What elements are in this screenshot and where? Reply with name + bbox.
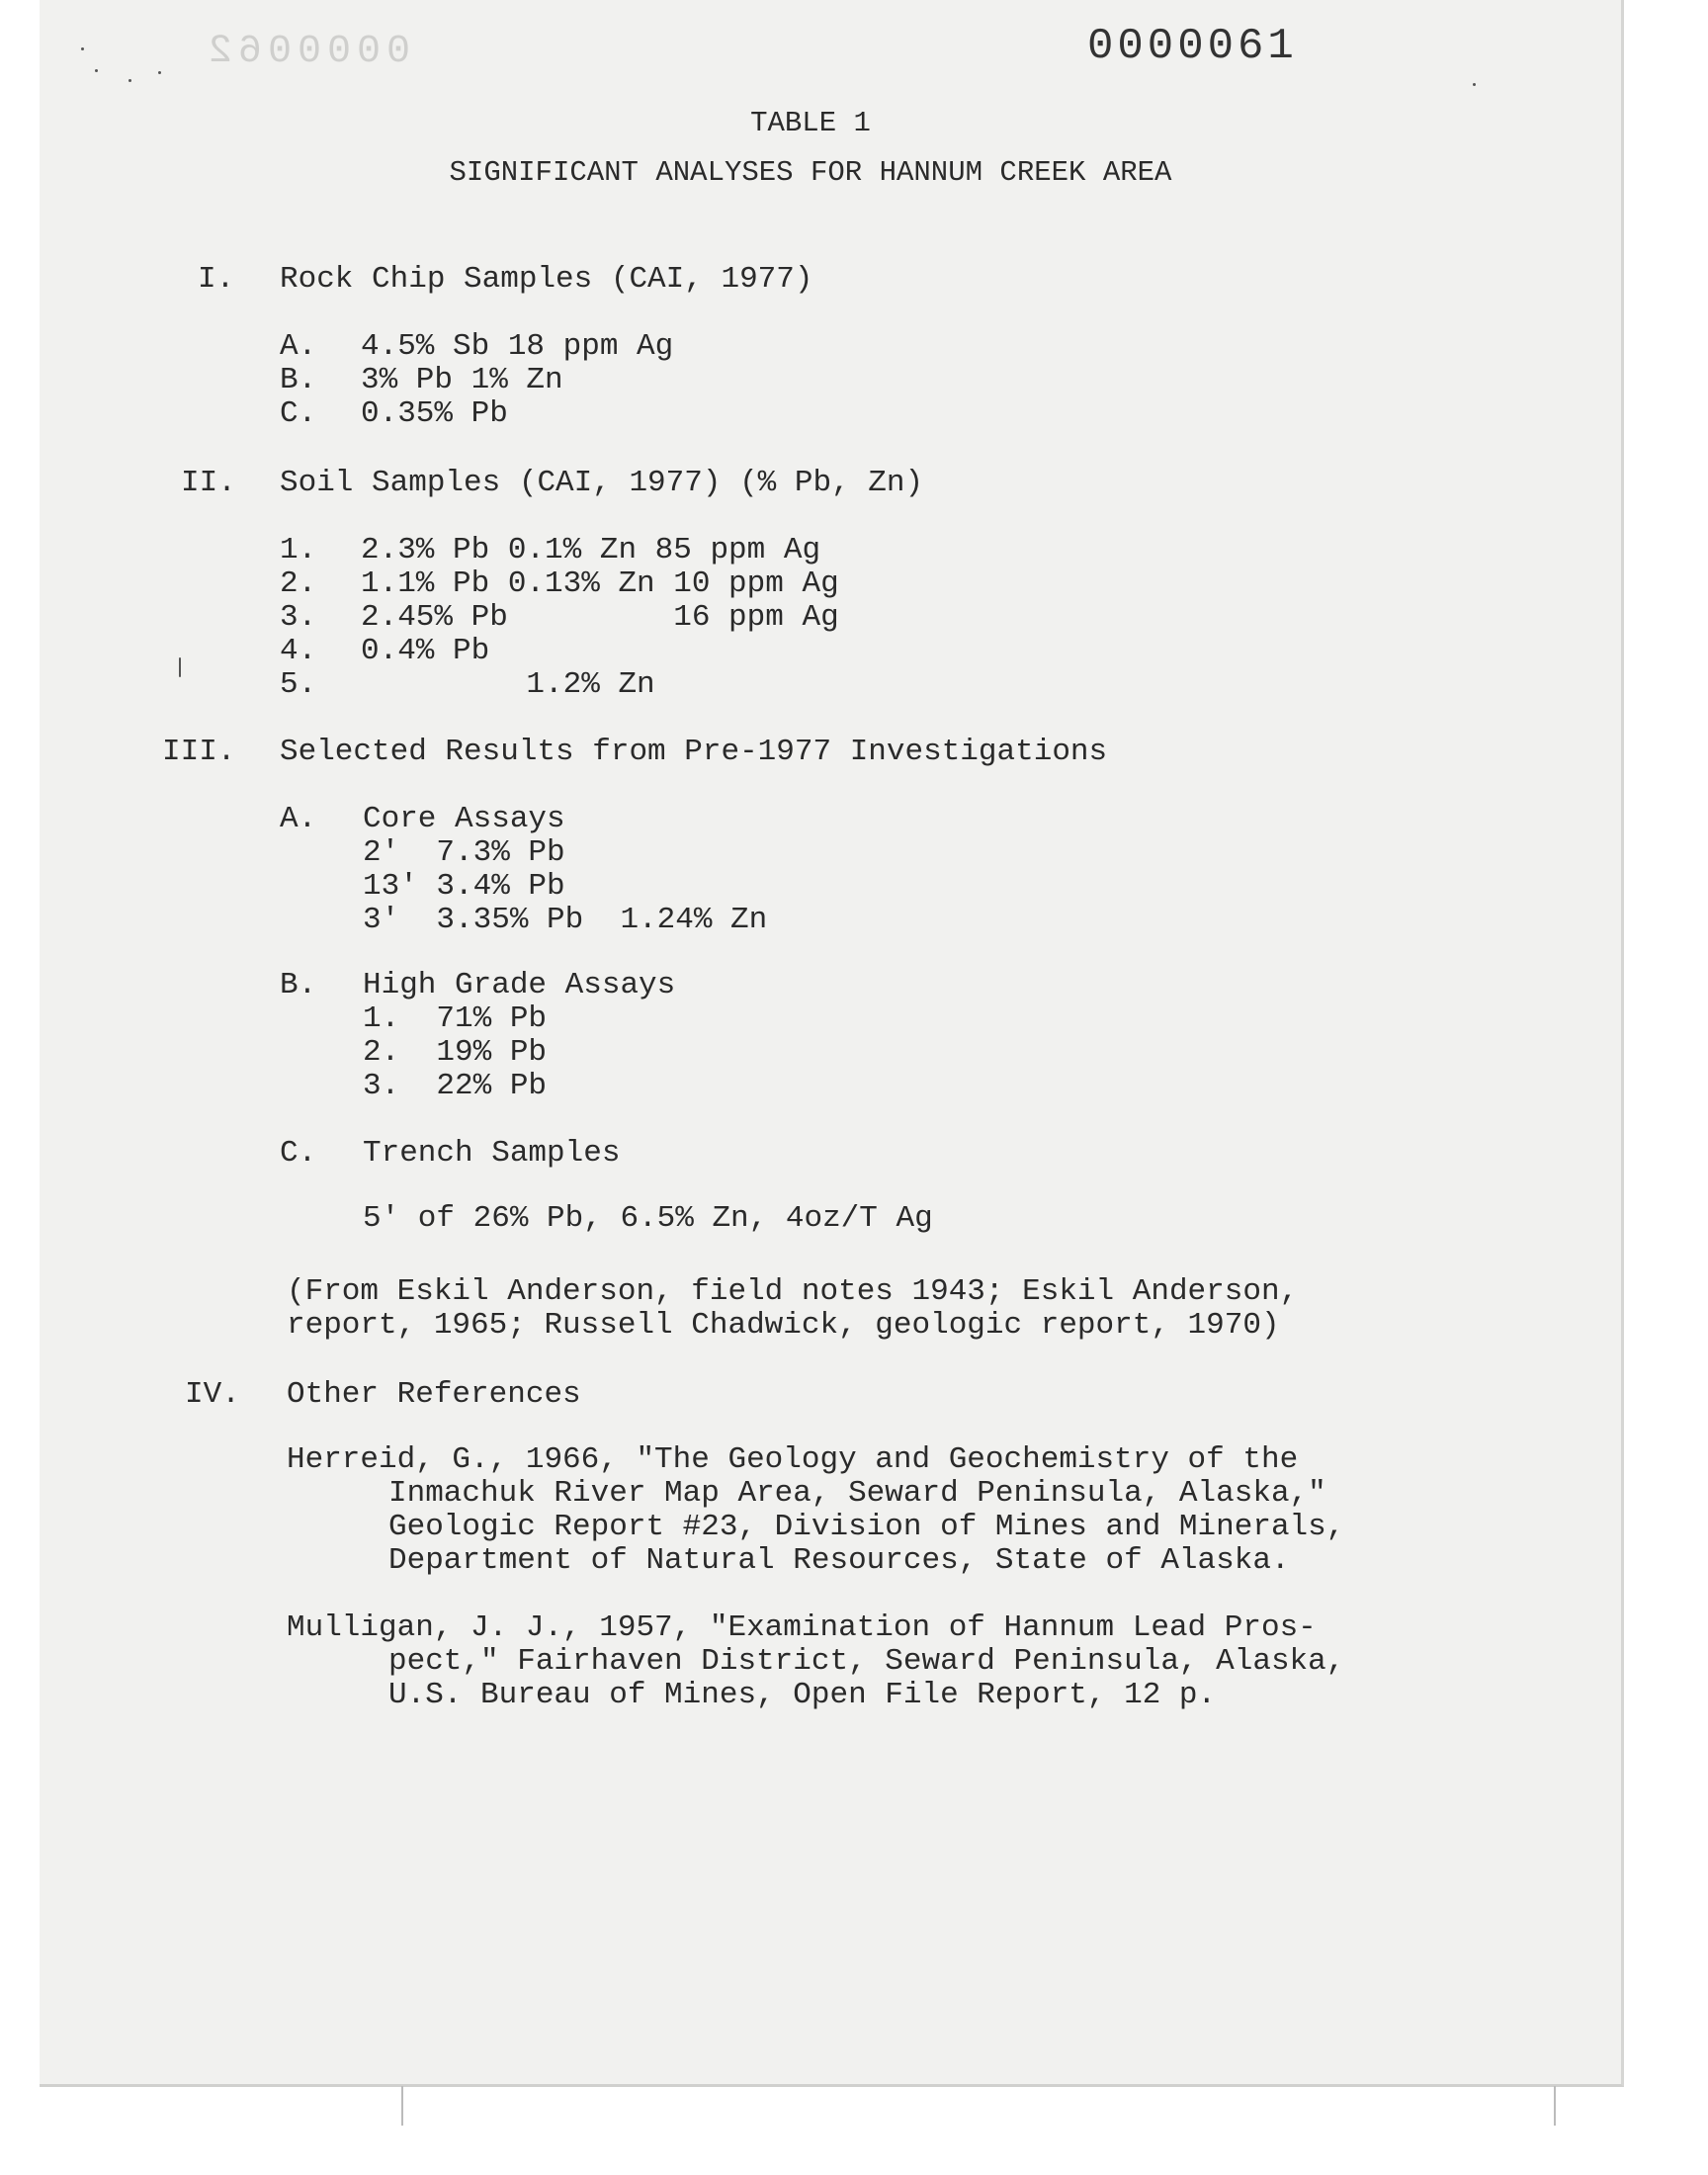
- item-label: A.: [280, 329, 317, 364]
- subsection-label: B.: [280, 968, 317, 1002]
- assay-row: 5' of 26% Pb, 6.5% Zn, 4oz/T Ag: [363, 1201, 933, 1236]
- reference-line: Geologic Report #23, Division of Mines and Minerals,: [388, 1510, 1345, 1544]
- item-text: 1.1% Pb 0.13% Zn 10 ppm Ag: [361, 566, 839, 601]
- item-label: C.: [280, 396, 317, 431]
- item-text: 0.35% Pb: [361, 396, 508, 431]
- section-numeral: I.: [198, 262, 235, 297]
- subsection-label: A.: [280, 802, 317, 836]
- item-label: B.: [280, 363, 317, 397]
- scan-speck: [179, 657, 181, 677]
- item-text: 0.4% Pb: [361, 634, 490, 668]
- subsection-heading: Core Assays: [363, 802, 565, 836]
- scan-speck: [1473, 83, 1476, 86]
- source-note: report, 1965; Russell Chadwick, geologic report, 1970): [287, 1308, 1280, 1343]
- reference-line: Department of Natural Resources, State of Alaska.: [388, 1543, 1290, 1578]
- section-numeral: II.: [181, 466, 236, 500]
- scan-edge-line: [401, 2086, 403, 2126]
- assay-row: 2. 19% Pb: [363, 1035, 548, 1070]
- source-note: (From Eskil Anderson, field notes 1943; Eskil Anderson,: [287, 1274, 1299, 1309]
- reference-line: U.S. Bureau of Mines, Open File Report, 12 p.: [388, 1678, 1217, 1712]
- table-subtitle: SIGNIFICANT ANALYSES FOR HANNUM CREEK AREA: [449, 156, 1172, 189]
- item-text: 4.5% Sb 18 ppm Ag: [361, 329, 674, 364]
- item-label: 4.: [280, 634, 317, 668]
- bleed-through-stamp: 0000062: [203, 30, 411, 74]
- item-label: 2.: [280, 566, 317, 601]
- assay-row: 3. 22% Pb: [363, 1069, 548, 1103]
- item-text: 1.2% Zn: [361, 667, 655, 702]
- reference-line: Herreid, G., 1966, "The Geology and Geochemistry of the: [287, 1442, 1299, 1477]
- reference-line: Inmachuk River Map Area, Seward Peninsula, Alaska,": [388, 1476, 1326, 1511]
- item-label: 3.: [280, 600, 317, 635]
- assay-row: 13' 3.4% Pb: [363, 869, 565, 904]
- assay-row: 3' 3.35% Pb 1.24% Zn: [363, 903, 768, 937]
- item-label: 5.: [280, 667, 317, 702]
- subsection-label: C.: [280, 1136, 317, 1171]
- item-text: 3% Pb 1% Zn: [361, 363, 563, 397]
- scan-speck: [158, 71, 161, 74]
- reference-line: pect," Fairhaven District, Seward Peninsula, Alaska,: [388, 1644, 1345, 1679]
- item-text: 2.3% Pb 0.1% Zn 85 ppm Ag: [361, 533, 821, 567]
- item-text: 2.45% Pb 16 ppm Ag: [361, 600, 839, 635]
- scan-speck: [95, 69, 98, 72]
- scan-edge-line: [1554, 2086, 1556, 2126]
- section-numeral: III.: [162, 735, 236, 769]
- section-heading: Rock Chip Samples (CAI, 1977): [280, 262, 813, 297]
- subsection-heading: High Grade Assays: [363, 968, 676, 1002]
- section-heading: Soil Samples (CAI, 1977) (% Pb, Zn): [280, 466, 924, 500]
- assay-row: 2' 7.3% Pb: [363, 835, 565, 870]
- section-heading: Other References: [287, 1377, 581, 1412]
- table-title: TABLE 1: [750, 107, 871, 139]
- item-label: 1.: [280, 533, 317, 567]
- section-numeral: IV.: [185, 1377, 240, 1412]
- section-heading: Selected Results from Pre-1977 Investigations: [280, 735, 1108, 769]
- subsection-heading: Trench Samples: [363, 1136, 621, 1171]
- assay-row: 1. 71% Pb: [363, 1001, 548, 1036]
- scan-speck: [128, 79, 131, 82]
- document-page: [40, 0, 1624, 2087]
- reference-line: Mulligan, J. J., 1957, "Examination of Hannum Lead Pros-: [287, 1610, 1317, 1645]
- scan-speck: [81, 47, 84, 50]
- document-number-stamp: 0000061: [1087, 22, 1298, 71]
